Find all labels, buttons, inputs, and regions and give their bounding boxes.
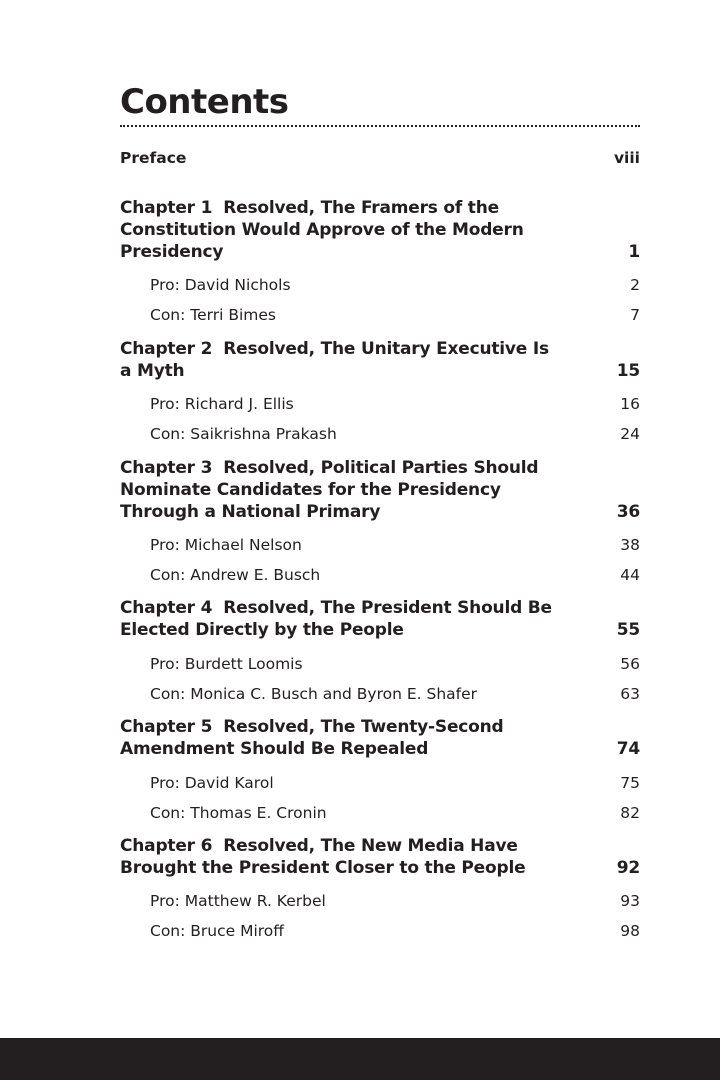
dotted-divider [120, 125, 640, 127]
toc-page-number: 24 [620, 425, 640, 443]
toc-entry-chapter-4[interactable] [120, 597, 640, 641]
chapter-heading [120, 457, 640, 523]
toc-entry-chapter-2[interactable] [120, 338, 640, 382]
chapter-title: Resolved, The President Should Be Elected Directly by the People [120, 598, 552, 640]
toc-page-number: 56 [620, 655, 640, 673]
toc-entry-label: Con: Bruce Miroff [150, 922, 284, 940]
toc-page-number: 98 [620, 922, 640, 940]
toc-entry-label: Pro: Michael Nelson [150, 536, 302, 554]
toc-entry-label: Con: Thomas E. Cronin [150, 804, 327, 822]
chapter-number: Chapter 6 [120, 836, 213, 856]
toc-entry-con[interactable] [150, 921, 640, 941]
toc-page-number: 74 [616, 739, 640, 759]
toc-page-number: 7 [630, 306, 640, 324]
chapter-number: Chapter 4 [120, 598, 213, 618]
toc-entry-pro[interactable] [150, 394, 640, 414]
chapter-title: Resolved, The Twenty-Second Amendment Should Be Repealed [120, 717, 504, 759]
toc-entry-pro[interactable] [150, 891, 640, 911]
toc-entry-label: Con: Andrew E. Busch [150, 566, 321, 584]
toc-entry-chapter-1[interactable] [120, 197, 640, 263]
toc-entry-pro[interactable] [150, 654, 640, 674]
toc-entry-preface[interactable] [120, 147, 640, 169]
toc-entry-con[interactable] [150, 305, 640, 325]
toc-page-number: 15 [616, 361, 640, 381]
toc-entry-con[interactable] [150, 803, 640, 823]
chapter-heading [120, 597, 640, 641]
chapter-title: Resolved, The New Media Have Brought the President Closer to the People [120, 836, 526, 878]
chapter-heading [120, 716, 640, 760]
toc-entry-pro[interactable] [150, 275, 640, 295]
toc-entry-label: Preface [120, 149, 187, 167]
toc-entry-con[interactable] [150, 424, 640, 444]
toc-entry-label: Con: Saikrishna Prakash [150, 425, 337, 443]
chapter-title: Resolved, The Framers of the Constitution Would Approve of the Modern Presidency [120, 198, 524, 262]
toc-page-number: 36 [616, 502, 640, 522]
chapter-number: Chapter 3 [120, 458, 213, 478]
toc-entry-con[interactable] [150, 565, 640, 585]
chapter-number: Chapter 5 [120, 717, 213, 737]
toc-entry-chapter-5[interactable] [120, 716, 640, 760]
toc-entry-pro[interactable] [150, 535, 640, 555]
toc-page-number: 63 [620, 685, 640, 703]
toc-entry-label: Pro: Burdett Loomis [150, 655, 303, 673]
chapter-title: Resolved, Political Parties Should Nominate Candidates for the Presidency Through a National Primary [120, 458, 539, 522]
chapter-number: Chapter 2 [120, 339, 213, 359]
toc-page-number: 38 [620, 536, 640, 554]
toc-page-number: 82 [620, 804, 640, 822]
toc-page-number: 75 [620, 774, 640, 792]
page-title: Contents [120, 82, 289, 122]
toc-entry-chapter-3[interactable] [120, 457, 640, 523]
toc-page-number: 1 [628, 242, 640, 262]
toc-page-number: 55 [616, 620, 640, 640]
chapter-heading [120, 338, 640, 382]
toc-entry-label: Pro: Richard J. Ellis [150, 395, 294, 413]
chapter-title: Resolved, The Unitary Executive Is a Myth [120, 339, 549, 381]
chapter-heading [120, 197, 640, 263]
toc-entry-con[interactable] [150, 684, 640, 704]
toc-entry-label: Pro: David Karol [150, 774, 274, 792]
chapter-number: Chapter 1 [120, 198, 213, 218]
toc-entry-label: Con: Terri Bimes [150, 306, 277, 324]
toc-page-number: 93 [620, 892, 640, 910]
toc-entry-pro[interactable] [150, 773, 640, 793]
toc-page-number: 92 [616, 858, 640, 878]
toc-page-number: 16 [620, 395, 640, 413]
page-footer-bar [0, 1038, 720, 1080]
toc-entry-label: Pro: David Nichols [150, 276, 291, 294]
toc-entry-label: Con: Monica C. Busch and Byron E. Shafer [150, 685, 478, 703]
toc-entry-chapter-6[interactable] [120, 835, 640, 879]
toc-page-number: viii [613, 149, 640, 167]
toc-entry-label: Pro: Matthew R. Kerbel [150, 892, 326, 910]
chapter-heading [120, 835, 640, 879]
toc-page-number: 44 [620, 566, 640, 584]
toc-page-number: 2 [630, 276, 640, 294]
